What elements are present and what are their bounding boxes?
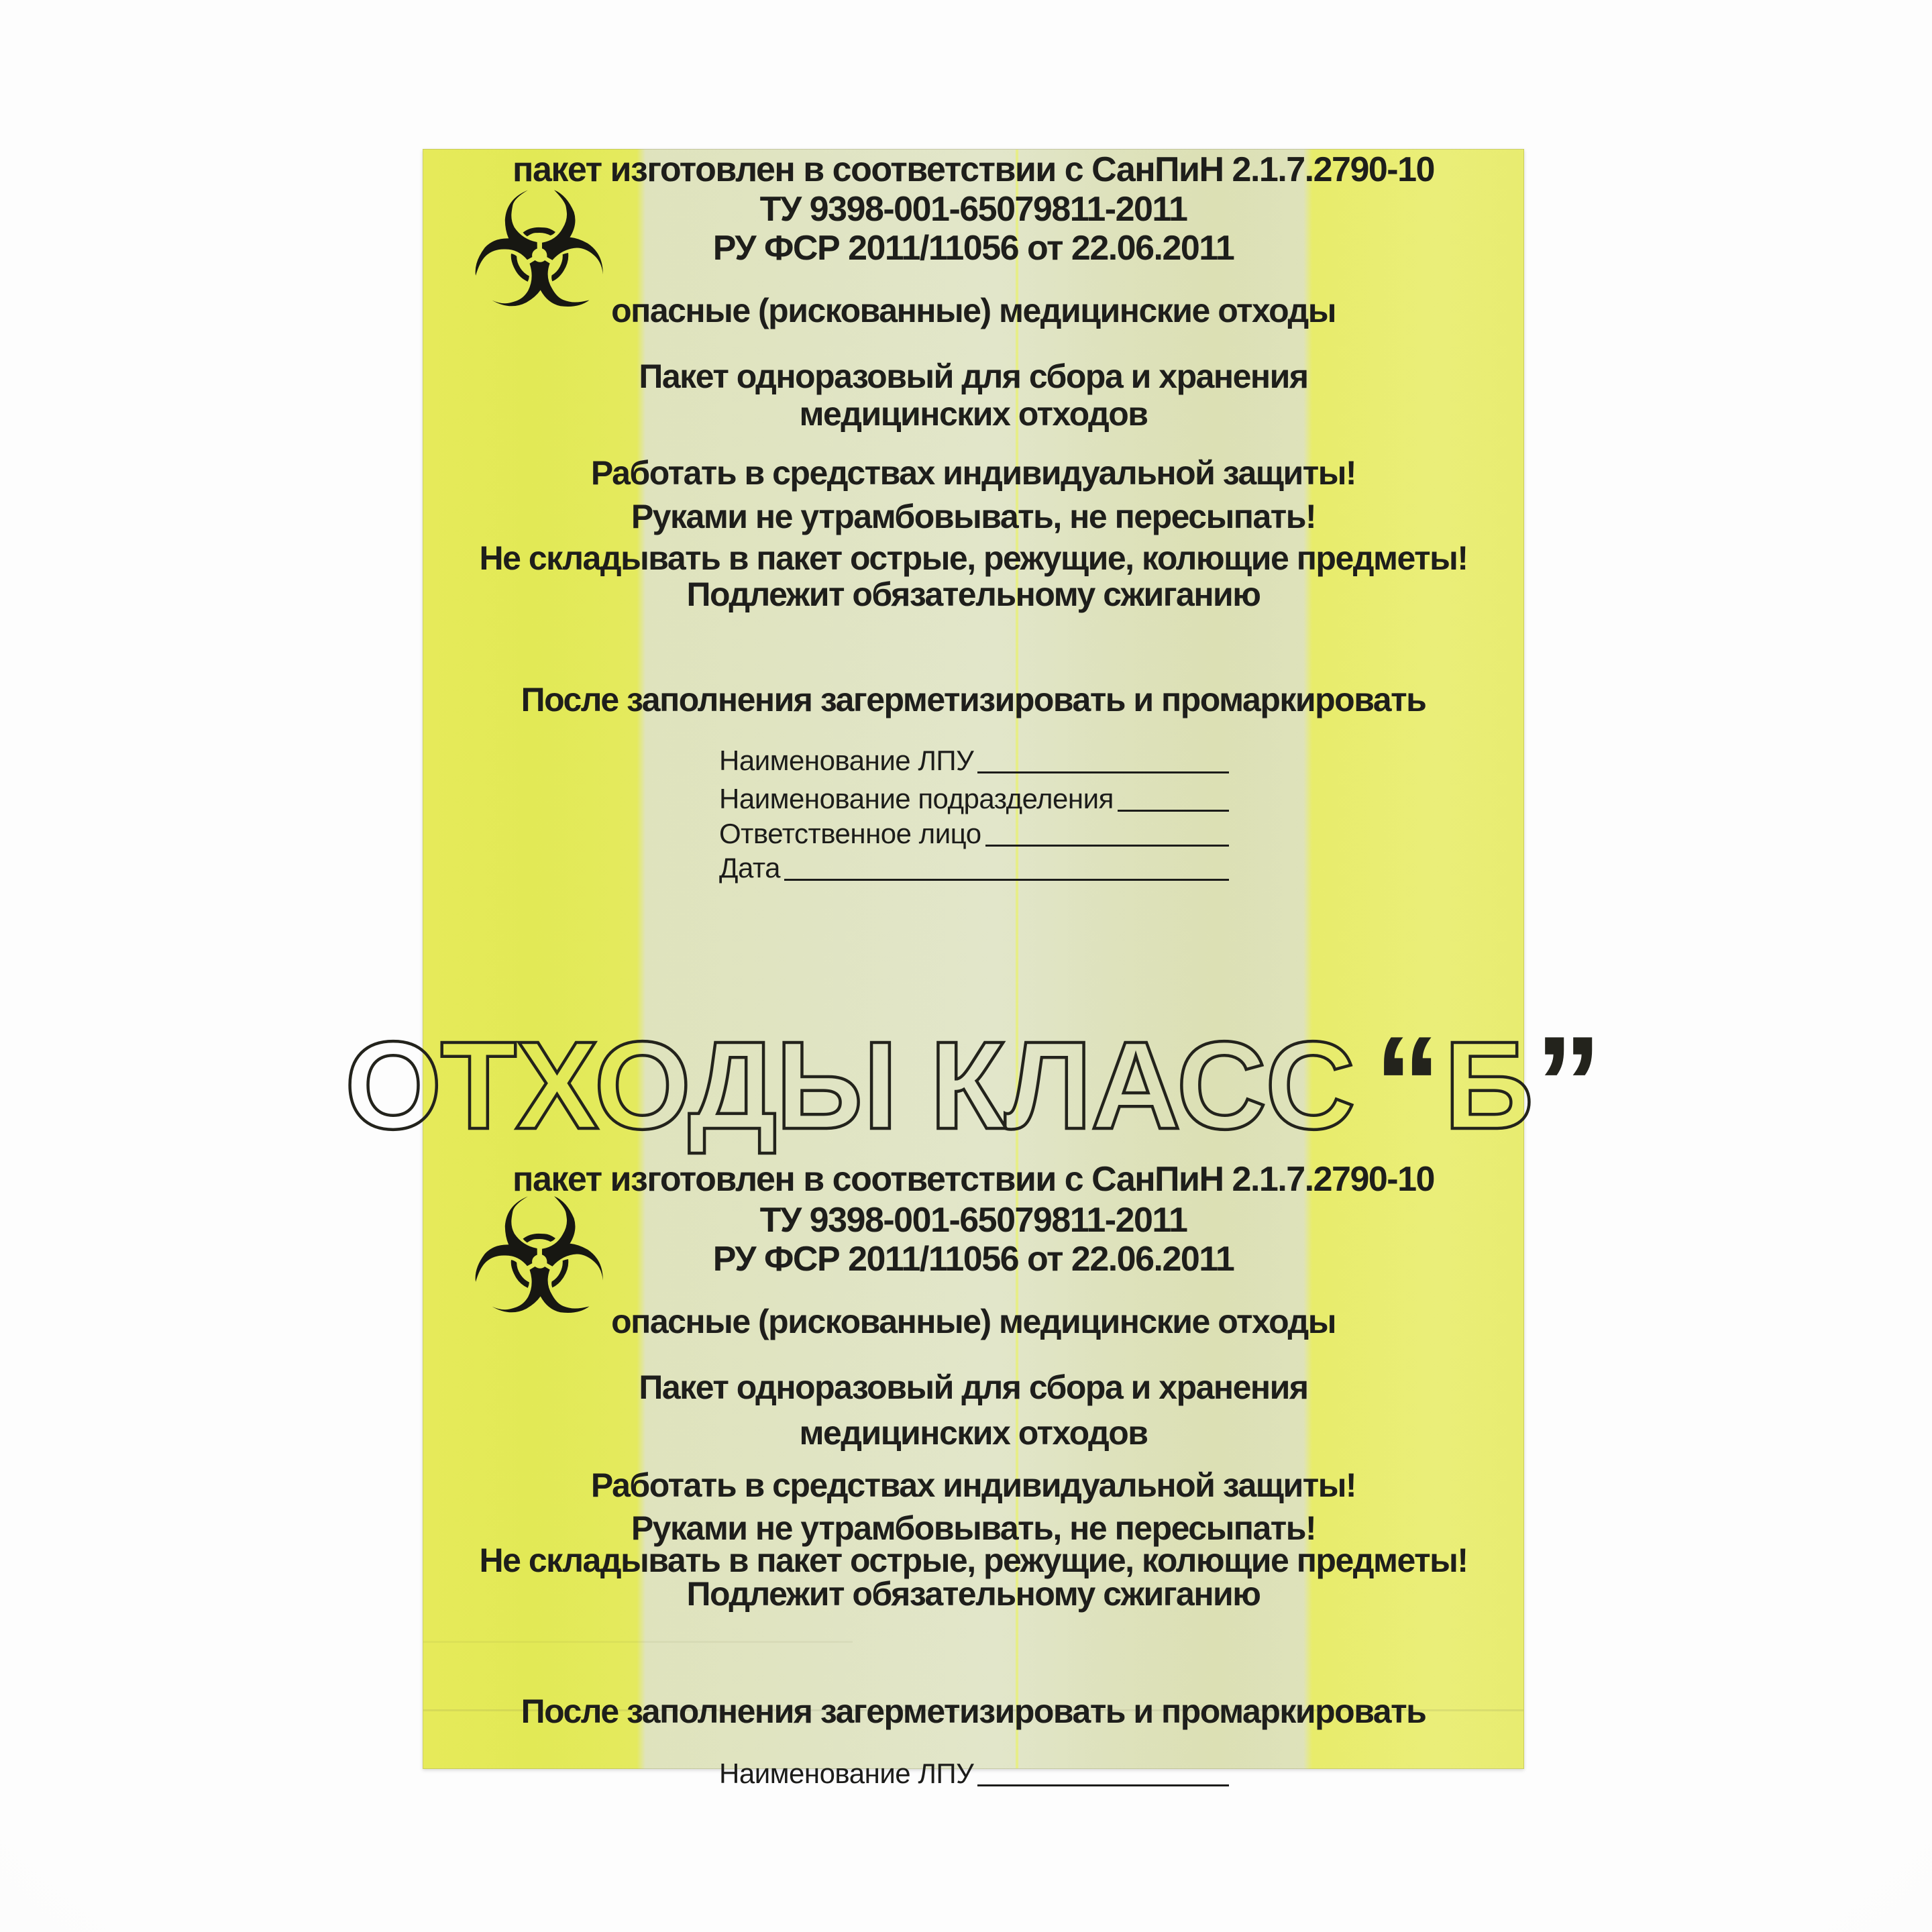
purpose-line-2: медицинских отходов bbox=[799, 395, 1148, 433]
form-row-lpu-clipped bbox=[719, 1758, 1229, 1790]
tu-number-line: ТУ 9398-001-65079811-2011 bbox=[759, 190, 1187, 229]
warning-hands-line: Руками не утрамбовывать, не пересыпать! bbox=[631, 498, 1316, 535]
biohazard-icon: ☣ bbox=[468, 1165, 611, 1351]
bag-crease bbox=[423, 1641, 853, 1643]
hazard-class-line: опасные (рискованные) медицинские отходы bbox=[611, 292, 1336, 329]
tu-number-line-2: ТУ 9398-001-65079811-2011 bbox=[759, 1201, 1187, 1240]
form-row-division bbox=[719, 783, 1229, 815]
blank-line bbox=[1118, 808, 1229, 812]
warning-hands-line-2: Руками не утрамбовывать, не пересыпать! bbox=[631, 1509, 1316, 1547]
class-letter-b: Б bbox=[1444, 1016, 1533, 1155]
blank-line bbox=[985, 843, 1229, 847]
form-row-responsible bbox=[719, 818, 1229, 850]
waste-class-b-title bbox=[344, 1009, 1603, 1159]
title-words: ОТХОДЫ КЛАСС bbox=[344, 1016, 1354, 1155]
form-label-lpu: Наименование ЛПУ bbox=[719, 745, 974, 776]
incineration-line-2: Подлежит обязательному сжиганию bbox=[686, 1575, 1260, 1613]
warning-ppe-line: Работать в средствах индивидуальной защиты! bbox=[590, 454, 1356, 492]
purpose-line-1: Пакет одноразовый для сбора и хранения bbox=[639, 358, 1308, 395]
form-label-lpu: Наименование ЛПУ bbox=[719, 1758, 974, 1789]
form-label-division: Наименование подразделения bbox=[719, 783, 1114, 814]
form-row-lpu bbox=[719, 745, 1229, 777]
blank-line bbox=[784, 877, 1229, 881]
warning-ppe-line-2: Работать в средствах индивидуальной защиты! bbox=[590, 1466, 1356, 1504]
warning-sharp-line: Не складывать в пакет острые, режущие, колющие предметы! bbox=[479, 539, 1468, 577]
form-row-date bbox=[719, 852, 1229, 884]
warning-sharp-line-2: Не складывать в пакет острые, режущие, колющие предметы! bbox=[479, 1542, 1468, 1579]
incineration-line: Подлежит обязательному сжиганию bbox=[686, 576, 1260, 613]
hazard-class-line-2: опасные (рискованные) медицинские отходы bbox=[611, 1303, 1336, 1340]
seal-instruction-line: После заполнения загерметизировать и промаркировать bbox=[521, 681, 1426, 718]
form-label-responsible: Ответственное лицо bbox=[719, 818, 981, 849]
purpose-line-1-2: Пакет одноразовый для сбора и хранения bbox=[639, 1368, 1308, 1406]
ru-registration-line-2: РУ ФСР 2011/11056 от 22.06.2011 bbox=[712, 1240, 1234, 1279]
close-quote-mark: ” bbox=[1535, 1009, 1603, 1159]
blank-line bbox=[977, 1783, 1229, 1786]
ru-registration-line: РУ ФСР 2011/11056 от 22.06.2011 bbox=[712, 229, 1234, 268]
purpose-line-2-2: медицинских отходов bbox=[799, 1414, 1148, 1452]
blank-line bbox=[977, 770, 1229, 773]
biohazard-icon: ☣ bbox=[468, 159, 611, 345]
compliance-line: пакет изготовлен в соответствии с СанПиН 2.1.7.2790-10 bbox=[513, 150, 1434, 189]
form-label-date: Дата bbox=[719, 852, 781, 883]
compliance-line-2: пакет изготовлен в соответствии с СанПиН 2.1.7.2790-10 bbox=[513, 1160, 1434, 1199]
open-quote-mark: “ bbox=[1374, 1009, 1442, 1159]
seal-instruction-line-2: После заполнения загерметизировать и промаркировать bbox=[521, 1693, 1426, 1730]
medical-waste-bag bbox=[344, 149, 1603, 1789]
